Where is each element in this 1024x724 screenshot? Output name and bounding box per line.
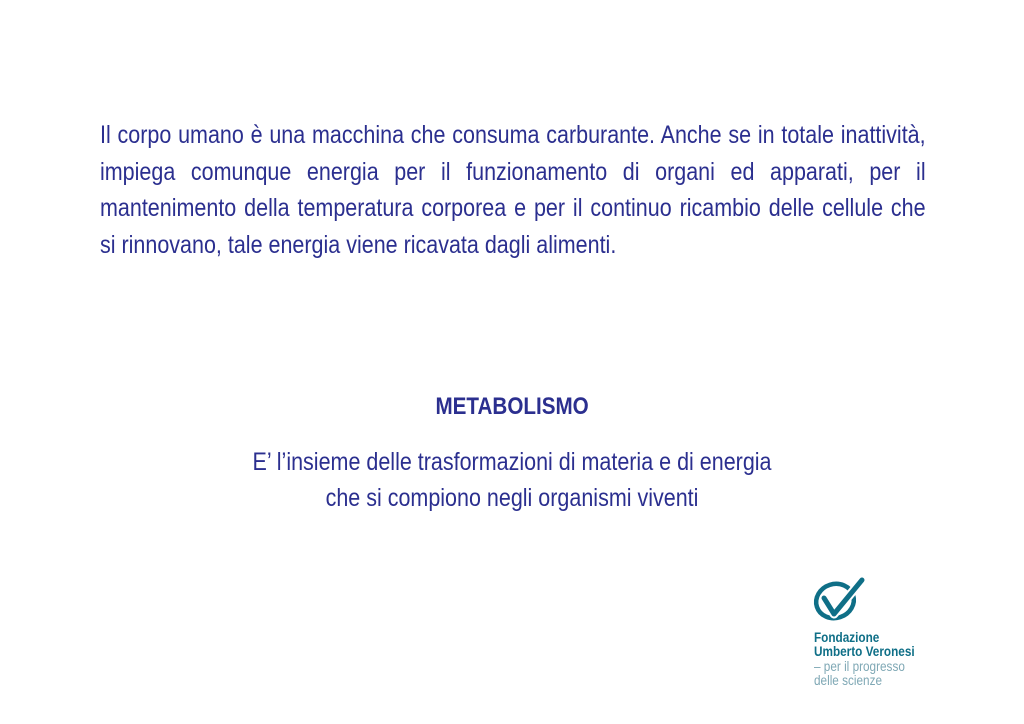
definition-text-content: E’ l’insieme delle trasformazioni di materia e di energia che si compiono negli organismi viventi bbox=[252, 448, 772, 512]
definition-text bbox=[0, 444, 1024, 516]
fondazione-veronesi-check-icon bbox=[812, 574, 870, 624]
section-heading bbox=[0, 390, 1024, 424]
logo-tagline-line-2: delle scienze bbox=[814, 672, 882, 688]
logo-name-line-2: Umberto Veronesi bbox=[814, 643, 915, 659]
fondazione-logo bbox=[812, 574, 972, 694]
section-heading-text: METABOLISMO bbox=[435, 393, 589, 420]
logo-name-line-1: Fondazione bbox=[814, 629, 880, 645]
intro-paragraph: Il corpo umano è una macchina che consuma carburante. Anche se in totale inattività, impiega comunque energia per il funzionamento di organi ed apparati, per il mantenimento della temperatura corporea e per il continuo ricambio delle cellule che si rinnovano, tale energia viene ricavata dagli alimenti. bbox=[100, 121, 926, 259]
logo-tagline-line-1: – per il progresso bbox=[814, 658, 905, 674]
